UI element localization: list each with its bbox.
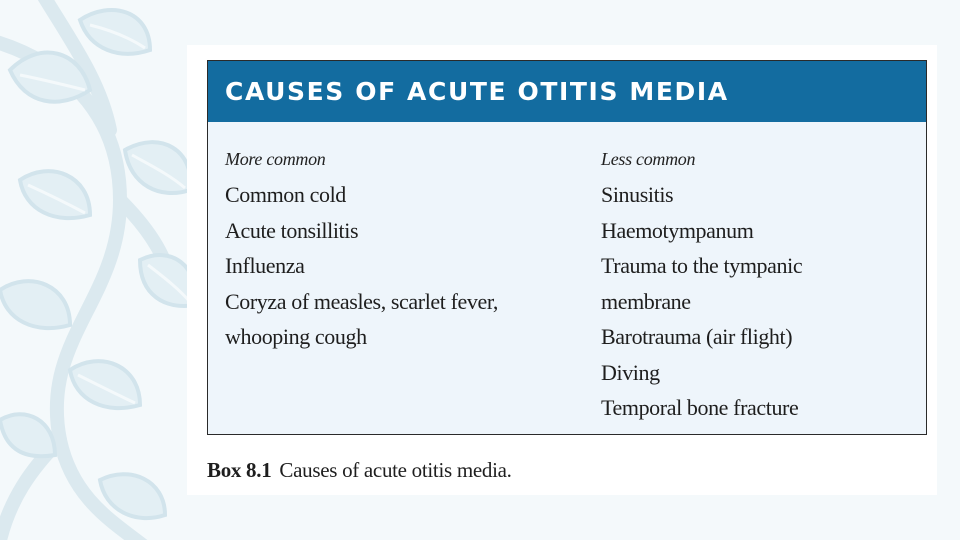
list-item: Diving [601,359,660,385]
leaf-vine-icon [0,0,200,540]
list-item: Trauma to the tympanic [601,253,803,278]
list-item: Haemotympanum [601,217,754,243]
column-heading: More common [225,149,326,169]
list-item: membrane [601,288,691,314]
list-item: Acute tonsillitis [225,217,359,243]
content-card [187,45,937,495]
cause-list [601,177,921,426]
less-common-column [601,147,921,426]
list-item: whooping cough [225,324,367,349]
list-item: Sinusitis [601,182,674,207]
cause-list [225,177,585,355]
caption-label: Box 8.1 [207,458,272,482]
caption-text: Causes of acute otitis media. [279,458,512,482]
column-heading: Less common [601,149,696,169]
box-header [208,61,926,122]
box-title: CAUSES OF ACUTE OTITIS MEDIA [225,77,729,106]
list-item: Coryza of measles, scarlet fever, [225,288,499,314]
info-box [207,60,927,435]
figure-caption [207,458,512,483]
list-item: Barotrauma (air flight) [601,324,793,349]
list-item: Common cold [225,182,346,207]
list-item: Temporal bone fracture [601,395,799,420]
list-item: Influenza [225,253,305,278]
more-common-column [225,147,585,355]
